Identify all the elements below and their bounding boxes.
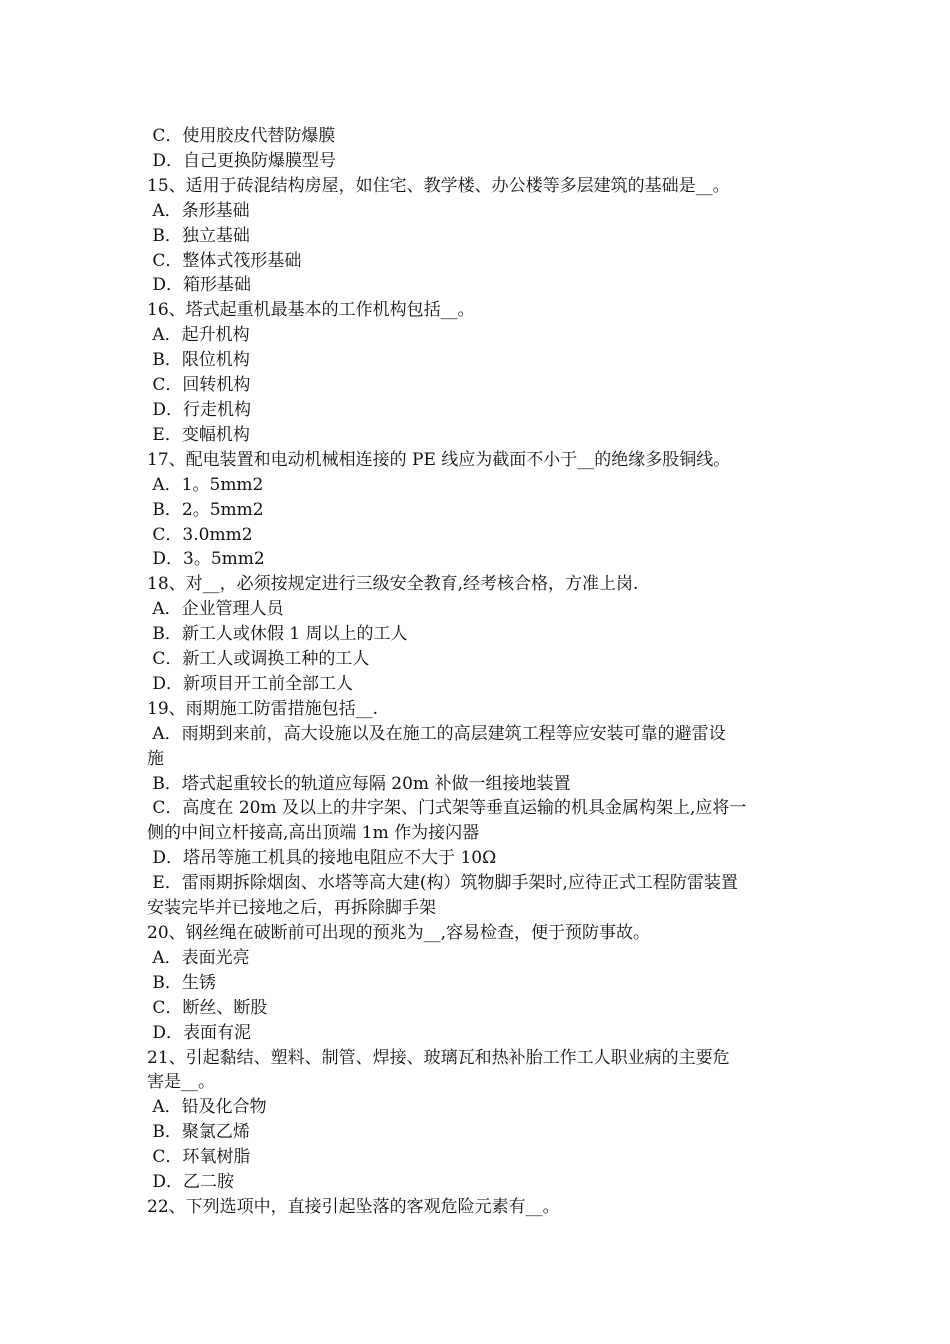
option-line: A．1。5mm2 bbox=[147, 474, 264, 495]
option-line: C．整体式筏形基础 bbox=[147, 250, 302, 271]
option-line: B．限位机构 bbox=[147, 350, 250, 371]
option-line: C．高度在 20m 及以上的井字架、门式架等垂直运输的机具金属构架上,应将一 bbox=[147, 798, 747, 819]
option-line: B．聚氯乙烯 bbox=[147, 1122, 250, 1143]
option-line: D．塔吊等施工机具的接地电阻应不大于 10Ω bbox=[147, 848, 497, 869]
option-line: D．3。5mm2 bbox=[147, 549, 265, 570]
option-line: B．2。5mm2 bbox=[147, 499, 264, 520]
option-line: D．表面有泥 bbox=[147, 1022, 252, 1043]
option-line: A．起升机构 bbox=[147, 325, 250, 346]
option-line: D．新项目开工前全部工人 bbox=[147, 673, 354, 694]
option-line: E．变幅机构 bbox=[147, 424, 250, 445]
question-line: 19、雨期施工防雷措施包括__. bbox=[147, 698, 379, 719]
option-line: 安装完毕并已接地之后，再拆除脚手架 bbox=[147, 898, 436, 919]
option-line: C．断丝、断股 bbox=[147, 997, 268, 1018]
option-line: A．雨期到来前，高大设施以及在施工的高层建筑工程等应安装可靠的避雷设 bbox=[147, 723, 726, 744]
question-line: 17、配电装置和电动机械相连接的 PE 线应为截面不小于__的绝缘多股铜线。 bbox=[147, 449, 731, 470]
option-line: D．乙二胺 bbox=[147, 1172, 235, 1193]
question-line: 21、引起黏结、塑料、制管、焊接、玻璃瓦和热补胎工作工人职业病的主要危 bbox=[147, 1047, 730, 1068]
question-line: 18、对__，必须按规定进行三级安全教育,经考核合格，方准上岗. bbox=[147, 574, 639, 595]
option-line: A．条形基础 bbox=[147, 200, 250, 221]
question-line: 22、下列选项中，直接引起坠落的客观危险元素有__。 bbox=[147, 1196, 560, 1217]
option-line: D．自己更换防爆膜型号 bbox=[147, 150, 337, 171]
option-line: A．表面光亮 bbox=[147, 947, 250, 968]
option-line: D．行走机构 bbox=[147, 399, 252, 420]
option-line: A．企业管理人员 bbox=[147, 599, 284, 620]
option-line: C．3.0mm2 bbox=[147, 524, 253, 545]
option-line: D．箱形基础 bbox=[147, 275, 252, 296]
option-line: C．使用胶皮代替防爆膜 bbox=[147, 126, 336, 146]
document-page bbox=[147, 124, 812, 1220]
option-line: B．独立基础 bbox=[147, 225, 250, 246]
option-line: B．生锈 bbox=[147, 972, 216, 993]
option-line: A．铅及化合物 bbox=[147, 1097, 267, 1118]
option-line: B．塔式起重较长的轨道应每隔 20m 补做一组接地装置 bbox=[147, 773, 571, 794]
option-line: 施 bbox=[147, 748, 164, 769]
option-line: 侧的中间立杆接高,高出顶端 1m 作为接闪器 bbox=[147, 823, 480, 844]
option-line: B．新工人或休假 1 周以上的工人 bbox=[147, 624, 408, 645]
option-line: C．新工人或调换工种的工人 bbox=[147, 649, 370, 670]
option-line: C．回转机构 bbox=[147, 375, 251, 396]
option-line: C．环氧树脂 bbox=[147, 1147, 251, 1168]
question-line: 16、塔式起重机最基本的工作机构包括__。 bbox=[147, 300, 475, 321]
question-line: 20、钢丝绳在破断前可出现的预兆为__,容易检查，便于预防事故。 bbox=[147, 923, 651, 943]
option-line: E．雷雨期拆除烟囱、水塔等高大建(构）筑物脚手架时,应待正式工程防雷装置 bbox=[147, 873, 738, 894]
question-line: 害是__。 bbox=[147, 1072, 215, 1093]
question-line: 15、适用于砖混结构房屋，如住宅、教学楼、办公楼等多层建筑的基础是__。 bbox=[147, 175, 730, 196]
